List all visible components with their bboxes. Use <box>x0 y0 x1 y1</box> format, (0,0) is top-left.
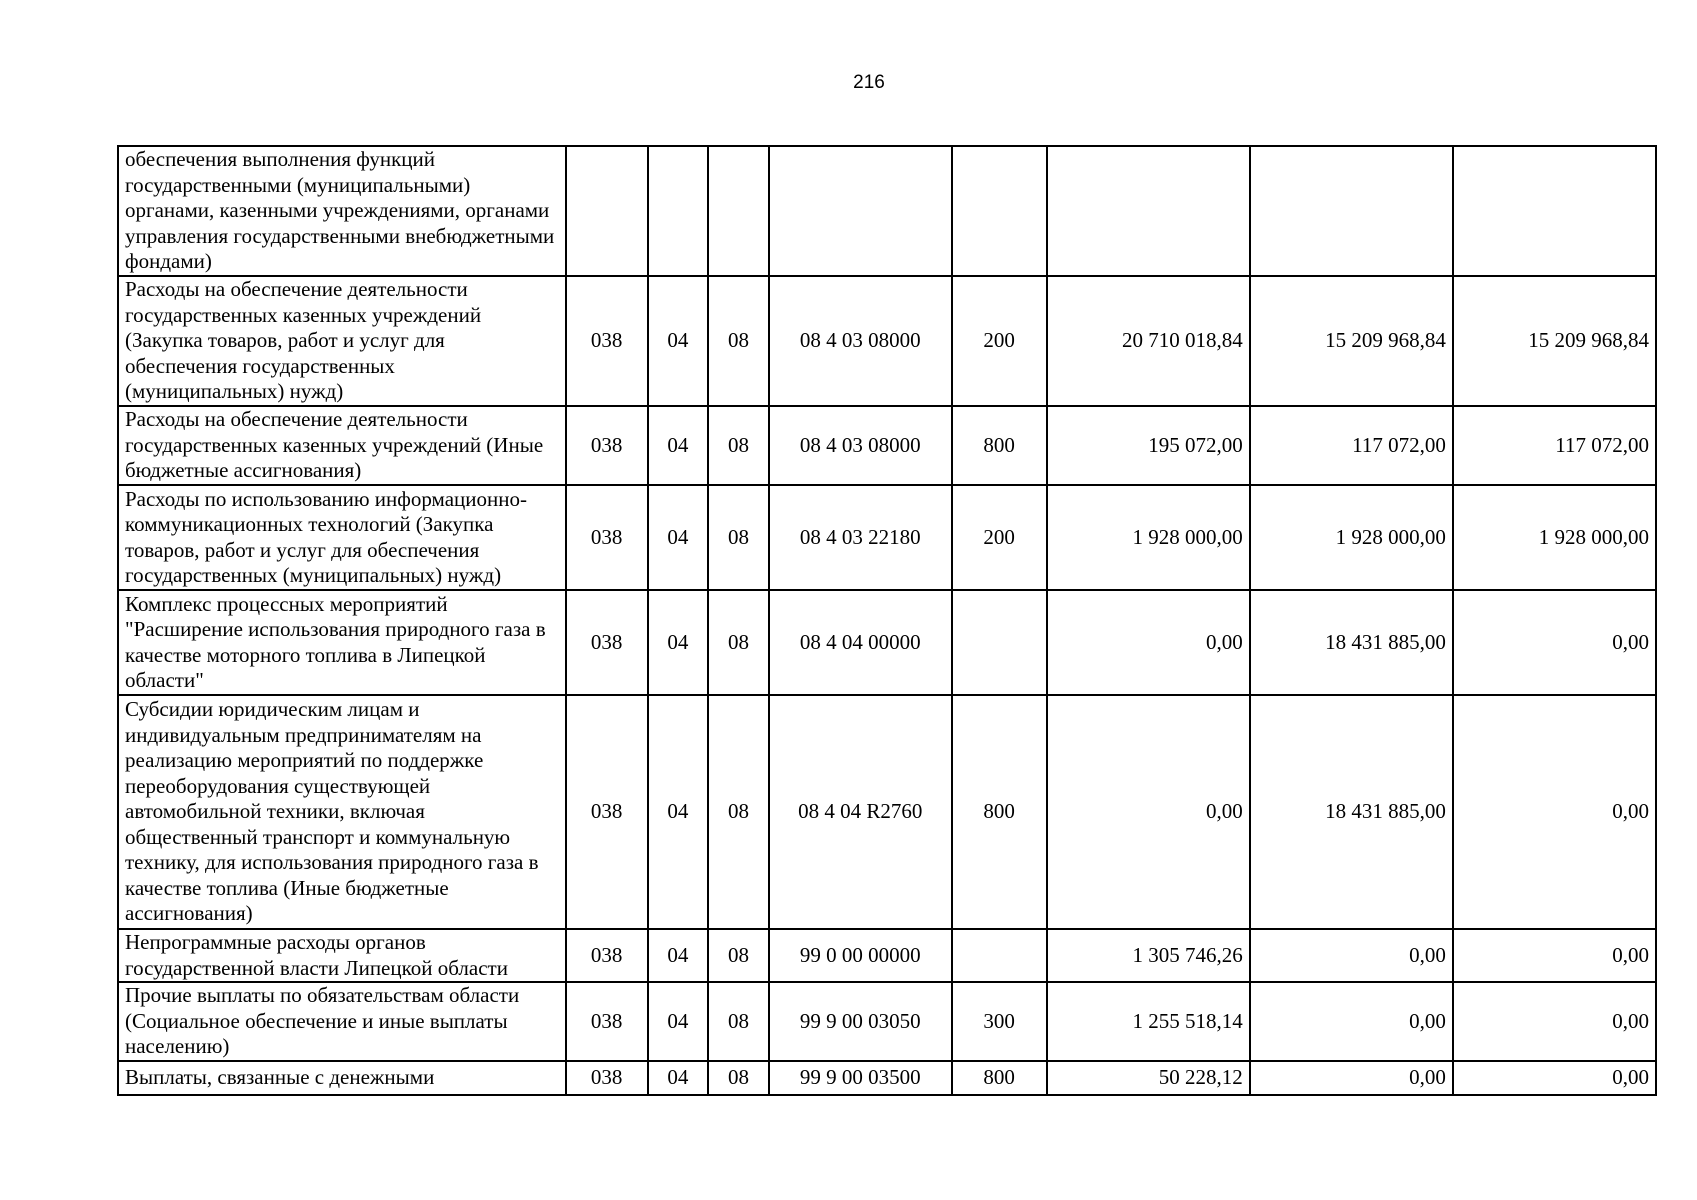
expense-type-code: 800 <box>952 406 1047 485</box>
department-code: 038 <box>566 982 648 1061</box>
expense-name: Субсидии юридическим лицам и индивидуальным предпринимателям на реализацию мероприятий по поддержке переоборудования существующей автомобильной техники, включая общественный транспорт и коммунальную технику, для использования природного газа в качестве топлива (Иные бюджетные ассигнования) <box>118 695 566 929</box>
amount-3: 0,00 <box>1453 1061 1656 1095</box>
amount-3: 15 209 968,84 <box>1453 276 1656 406</box>
expense-type-code: 800 <box>952 1061 1047 1095</box>
budget-table <box>117 145 1657 1096</box>
section-code: 04 <box>648 590 709 695</box>
amount-1: 1 255 518,14 <box>1047 982 1250 1061</box>
expense-type-code: 200 <box>952 276 1047 406</box>
department-code: 038 <box>566 695 648 929</box>
expense-type-code: 200 <box>952 485 1047 590</box>
amount-1: 1 928 000,00 <box>1047 485 1250 590</box>
amount-3: 117 072,00 <box>1453 406 1656 485</box>
expense-name: Комплекс процессных мероприятий "Расширение использования природного газа в качестве моторного топлива в Липецкой области" <box>118 590 566 695</box>
expense-name: Непрограммные расходы органов государственной власти Липецкой области <box>118 929 566 982</box>
target-article-code: 08 4 03 08000 <box>769 406 952 485</box>
section-code <box>648 146 709 276</box>
table-row <box>118 146 1656 276</box>
amount-2: 1 928 000,00 <box>1250 485 1453 590</box>
target-article-code <box>769 146 952 276</box>
subsection-code: 08 <box>708 1061 769 1095</box>
expense-name: обеспечения выполнения функций государственными (муниципальными) органами, казенными учреждениями, органами управления государственными внебюджетными фондами) <box>118 146 566 276</box>
department-code: 038 <box>566 406 648 485</box>
amount-3 <box>1453 146 1656 276</box>
expense-type-code <box>952 590 1047 695</box>
section-code: 04 <box>648 1061 709 1095</box>
subsection-code <box>708 146 769 276</box>
section-code: 04 <box>648 276 709 406</box>
department-code: 038 <box>566 485 648 590</box>
amount-2: 117 072,00 <box>1250 406 1453 485</box>
target-article-code: 99 9 00 03500 <box>769 1061 952 1095</box>
subsection-code: 08 <box>708 590 769 695</box>
amount-1: 0,00 <box>1047 590 1250 695</box>
table-row <box>118 590 1656 695</box>
section-code: 04 <box>648 929 709 982</box>
section-code: 04 <box>648 695 709 929</box>
table-row <box>118 406 1656 485</box>
department-code: 038 <box>566 590 648 695</box>
target-article-code: 08 4 03 22180 <box>769 485 952 590</box>
amount-2: 0,00 <box>1250 1061 1453 1095</box>
target-article-code: 08 4 04 R2760 <box>769 695 952 929</box>
subsection-code: 08 <box>708 406 769 485</box>
amount-1: 0,00 <box>1047 695 1250 929</box>
table-row <box>118 1061 1656 1095</box>
subsection-code: 08 <box>708 929 769 982</box>
amount-3: 1 928 000,00 <box>1453 485 1656 590</box>
amount-2: 0,00 <box>1250 929 1453 982</box>
amount-2: 18 431 885,00 <box>1250 695 1453 929</box>
amount-2: 15 209 968,84 <box>1250 276 1453 406</box>
amount-2: 0,00 <box>1250 982 1453 1061</box>
department-code: 038 <box>566 1061 648 1095</box>
target-article-code: 08 4 04 00000 <box>769 590 952 695</box>
department-code <box>566 146 648 276</box>
table-row <box>118 982 1656 1061</box>
expense-name: Расходы по использованию информационно-коммуникационных технологий (Закупка товаров, работ и услуг для обеспечения государственных (муниципальных) нужд) <box>118 485 566 590</box>
expense-name: Расходы на обеспечение деятельности государственных казенных учреждений (Иные бюджетные ассигнования) <box>118 406 566 485</box>
amount-3: 0,00 <box>1453 929 1656 982</box>
department-code: 038 <box>566 276 648 406</box>
expense-type-code <box>952 929 1047 982</box>
amount-3: 0,00 <box>1453 982 1656 1061</box>
expense-type-code <box>952 146 1047 276</box>
amount-1: 195 072,00 <box>1047 406 1250 485</box>
expense-type-code: 300 <box>952 982 1047 1061</box>
amount-1: 1 305 746,26 <box>1047 929 1250 982</box>
amount-1: 20 710 018,84 <box>1047 276 1250 406</box>
subsection-code: 08 <box>708 485 769 590</box>
subsection-code: 08 <box>708 982 769 1061</box>
amount-1: 50 228,12 <box>1047 1061 1250 1095</box>
expense-name: Выплаты, связанные с денежными <box>118 1061 566 1095</box>
department-code: 038 <box>566 929 648 982</box>
target-article-code: 99 0 00 00000 <box>769 929 952 982</box>
expense-name: Прочие выплаты по обязательствам области (Социальное обеспечение и иные выплаты населению) <box>118 982 566 1061</box>
table-row <box>118 929 1656 982</box>
page-number: 216 <box>853 72 885 93</box>
expense-type-code: 800 <box>952 695 1047 929</box>
target-article-code: 08 4 03 08000 <box>769 276 952 406</box>
table-row <box>118 485 1656 590</box>
expense-name: Расходы на обеспечение деятельности государственных казенных учреждений (Закупка товаров, работ и услуг для обеспечения государственных (муниципальных) нужд) <box>118 276 566 406</box>
target-article-code: 99 9 00 03050 <box>769 982 952 1061</box>
section-code: 04 <box>648 485 709 590</box>
section-code: 04 <box>648 982 709 1061</box>
table-row <box>118 276 1656 406</box>
amount-1 <box>1047 146 1250 276</box>
amount-2: 18 431 885,00 <box>1250 590 1453 695</box>
subsection-code: 08 <box>708 695 769 929</box>
section-code: 04 <box>648 406 709 485</box>
amount-2 <box>1250 146 1453 276</box>
subsection-code: 08 <box>708 276 769 406</box>
amount-3: 0,00 <box>1453 590 1656 695</box>
amount-3: 0,00 <box>1453 695 1656 929</box>
table-row <box>118 695 1656 929</box>
